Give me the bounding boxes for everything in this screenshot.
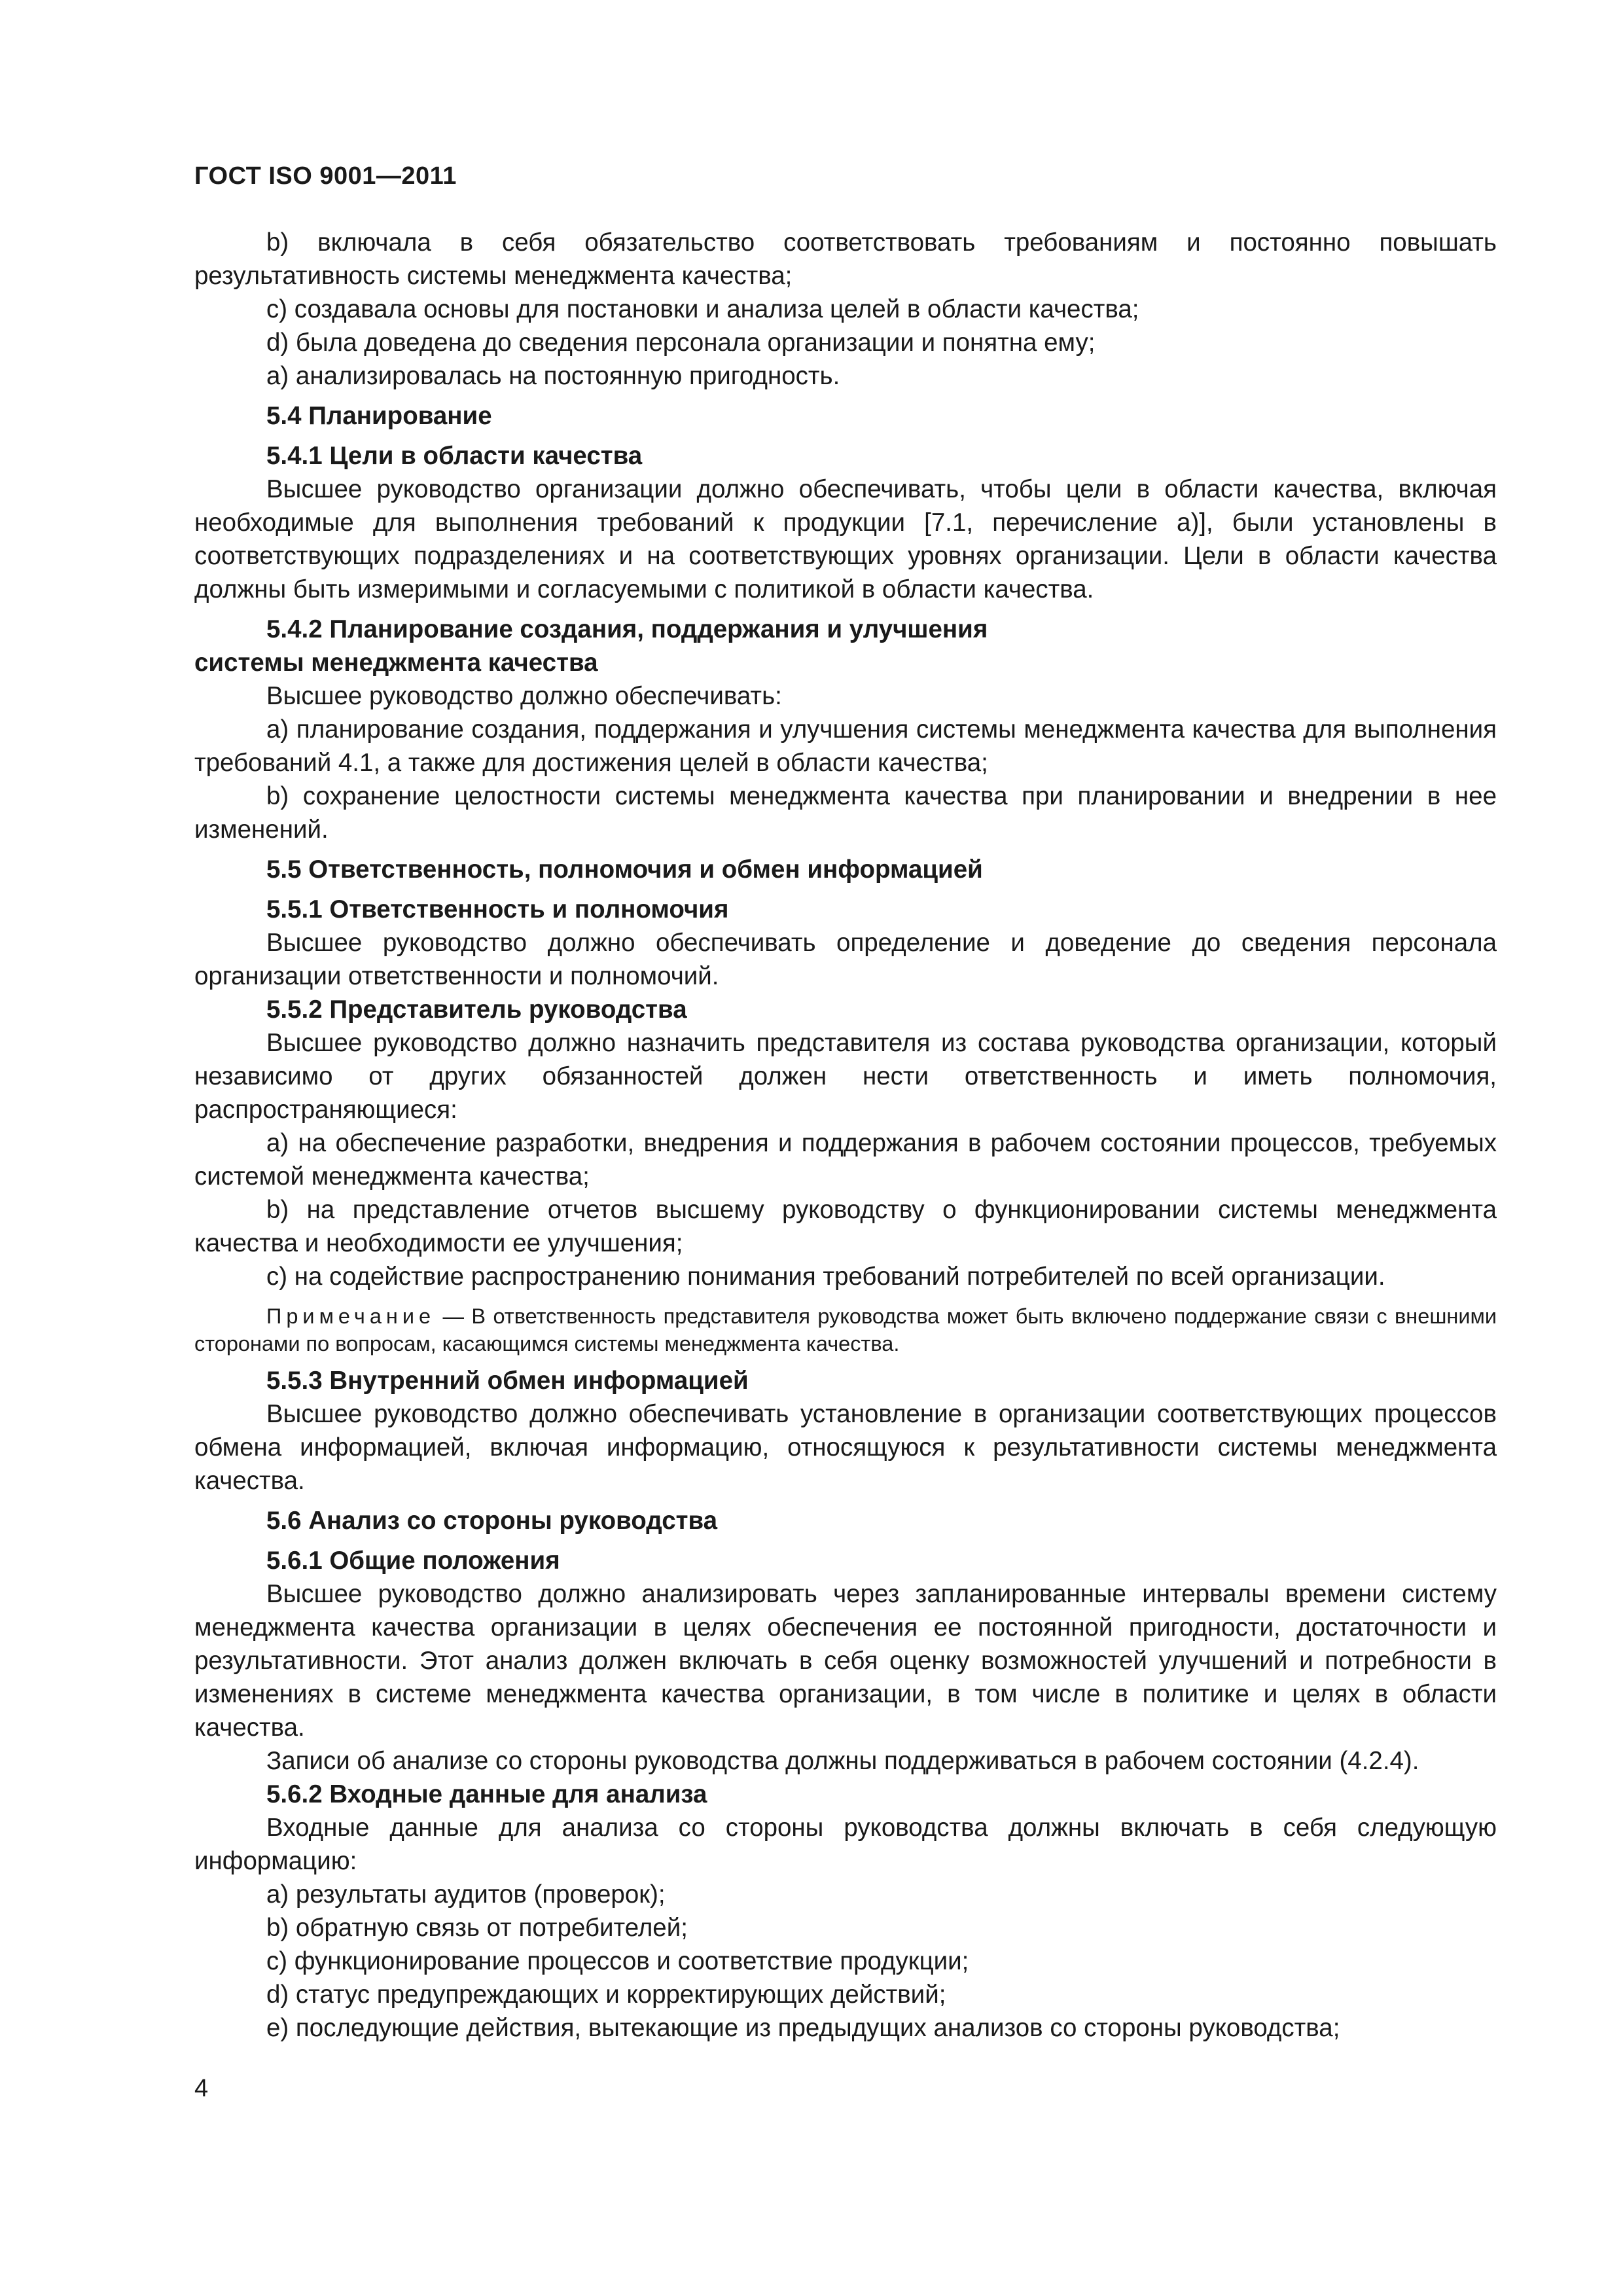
document-body [194,226,1497,2045]
list-item: b) обратную связь от потребителей; [266,1914,688,1942]
list-item: b) сохранение целостности системы менеджмента качества при планировании и внедрении в нее изменений. [194,782,1497,844]
section-heading-5-4-2-continued: системы менеджмента качества [194,649,598,677]
section-heading-5-6-1: 5.6.1 Общие положения [266,1547,560,1575]
paragraph: Высшее руководство должно анализировать через запланированные интервалы времени систему менеджмента качества организации в целях обеспечения ее постоянной пригодности, достаточности и результативности. Этот анализ должен включать в себя оценку возможностей улучшений и потребности в изменениях в системе менеджмента качества организации, в том числе в политике и целях в области качества. [194,1580,1497,1742]
page-number: 4 [194,2075,209,2102]
list-item: a) планирование создания, поддержания и улучшения системы менеджмента качества для выполнения требований 4.1, а также для достижения целей в области качества; [194,715,1497,777]
note [194,1302,1497,1357]
list-item: c) функционирование процессов и соответствие продукции; [266,1947,969,1975]
paragraph: Высшее руководство должно обеспечивать определение и доведение до сведения персонала организации ответственности и полномочий. [194,929,1497,990]
paragraph: Высшее руководство должно назначить представителя из состава руководства организации, который независимо от других обязанностей должен нести ответственность и иметь полномочия, распространяющиеся: [194,1029,1497,1124]
paragraph: Записи об анализе со стороны руководства должны поддерживаться в рабочем состоянии (4.2.4). [266,1747,1419,1775]
list-item: d) была доведена до сведения персонала организации и понятна ему; [266,329,1096,357]
note-text: — В ответственность представителя руководства может быть включено поддержание связи с внешними сторонами по вопросам, касающимся системы менеджмента качества. [194,1304,1497,1355]
list-item: e) последующие действия, вытекающие из предыдущих анализов со стороны руководства; [266,2014,1340,2042]
paragraph: Высшее руководство должно обеспечивать установление в организации соответствующих процессов обмена информацией, включая информацию, относящуюся к результативности системы менеджмента качества. [194,1400,1497,1495]
section-heading-5-4-2: 5.4.2 Планирование создания, поддержания и улучшения [266,615,988,643]
paragraph: Входные данные для анализа со стороны руководства должны включать в себя следующую информацию: [194,1814,1497,1875]
list-item: d) статус предупреждающих и корректирующих действий; [266,1981,946,2009]
list-item: a) анализировалась на постоянную пригодность. [266,362,840,390]
section-heading-5-6-2: 5.6.2 Входные данные для анализа [266,1780,707,1808]
section-heading-5-5-1: 5.5.1 Ответственность и полномочия [266,895,729,924]
list-item: c) на содействие распространению понимания требований потребителей по всей организации. [266,1263,1385,1291]
paragraph: Высшее руководство организации должно обеспечивать, чтобы цели в области качества, включая необходимые для выполнения требований к продукции [7.1, перечисление a)], были установлены в соответствующих подразделениях и на соответствующих уровнях организации. Цели в области качества должны быть измеримыми и согласуемыми с политикой в области качества. [194,475,1497,603]
list-item: a) результаты аудитов (проверок); [266,1880,666,1909]
note-label: Примечание [266,1304,436,1328]
section-heading-5-4: 5.4 Планирование [266,402,492,430]
section-heading-5-5-2: 5.5.2 Представитель руководства [266,996,687,1024]
list-item: b) на представление отчетов высшему руководству о функционировании системы менеджмента качества и необходимости ее улучшения; [194,1196,1497,1257]
list-item: c) создавала основы для постановки и анализа целей в области качества; [266,295,1139,323]
list-item: b) включала в себя обязательство соответствовать требованиям и постоянно повышать результативность системы менеджмента качества; [194,228,1497,290]
document-header: ГОСТ ISO 9001—2011 [194,162,457,190]
section-heading-5-5: 5.5 Ответственность, полномочия и обмен информацией [266,855,983,884]
section-heading-5-4-1: 5.4.1 Цели в области качества [266,442,643,470]
section-heading-5-5-3: 5.5.3 Внутренний обмен информацией [266,1367,749,1395]
list-item: a) на обеспечение разработки, внедрения и поддержания в рабочем состоянии процессов, требуемых системой менеджмента качества; [194,1129,1497,1191]
section-heading-5-6: 5.6 Анализ со стороны руководства [266,1507,718,1535]
paragraph: Высшее руководство должно обеспечивать: [266,682,782,710]
